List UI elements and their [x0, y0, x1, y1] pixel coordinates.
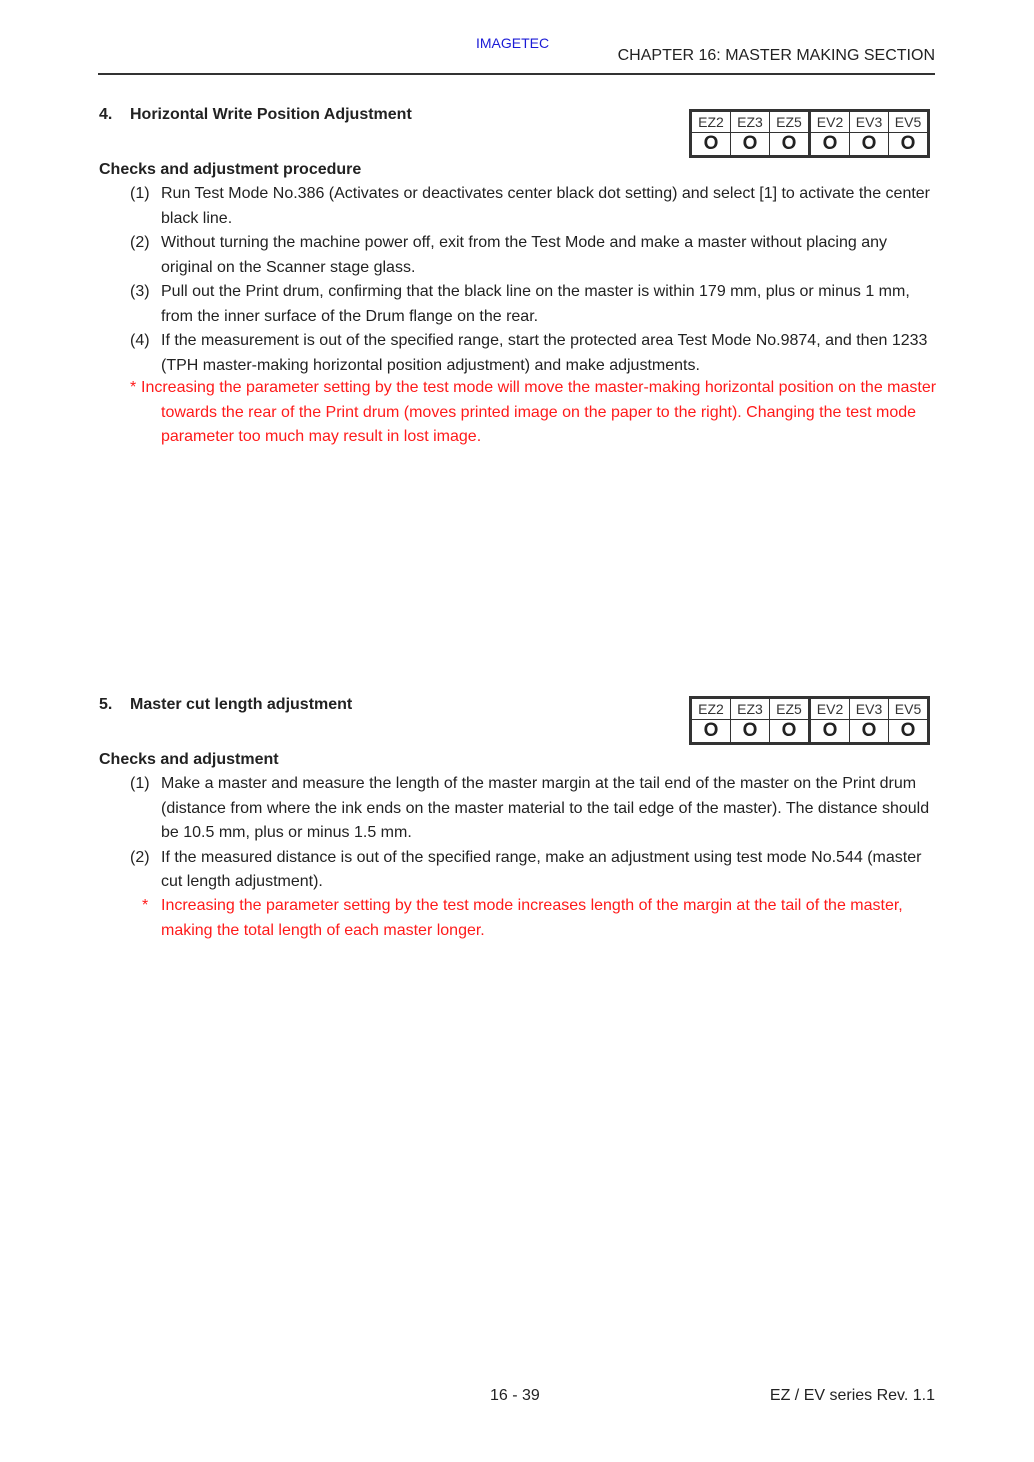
- section-5-steps: [99, 772, 939, 895]
- step-item: [99, 846, 939, 895]
- section-5-title: Master cut length adjustment: [130, 696, 353, 713]
- step-number: (1): [130, 775, 150, 792]
- step-item: [99, 772, 939, 846]
- note-text: Increasing the parameter setting by the test mode will move the master-making horizontal position on the master towards the rear of the Print drum (moves printed image on the paper to the right). Changing the test mode parameter too much may result in lost image.: [141, 379, 937, 445]
- section-4-note: [99, 376, 939, 450]
- section-5-subheading: Checks and adjustment: [99, 751, 279, 768]
- step-text: If the measured distance is out of the specified range, make an adjustment using test mode No.544 (master cut length adjustment).: [161, 848, 922, 890]
- model-header: EZ3: [731, 698, 770, 720]
- step-number: (1): [130, 185, 150, 202]
- section-5-heading: [99, 696, 352, 714]
- section-4-steps: [99, 182, 939, 378]
- step-number: (4): [130, 332, 150, 349]
- compat-mark: O: [810, 720, 850, 744]
- step-number: (2): [130, 234, 150, 251]
- compat-mark: O: [810, 133, 850, 157]
- compat-mark: O: [731, 133, 770, 157]
- revision-label: EZ / EV series Rev. 1.1: [769, 1387, 935, 1404]
- model-header: EV2: [810, 111, 850, 133]
- section-4-title: Horizontal Write Position Adjustment: [130, 106, 412, 123]
- page-number: 16 - 39: [490, 1387, 540, 1404]
- step-number: (3): [130, 283, 150, 300]
- model-header: EV3: [850, 698, 889, 720]
- compat-mark: O: [691, 720, 731, 744]
- model-header: EV2: [810, 698, 850, 720]
- step-text: If the measurement is out of the specified range, start the protected area Test Mode No.9874, and then 1233 (TPH master-making horizontal position adjustment) and make adjustments.: [161, 332, 928, 374]
- compat-mark: O: [850, 720, 889, 744]
- model-header: EV5: [889, 111, 929, 133]
- step-item: [99, 280, 939, 329]
- step-text: Without turning the machine power off, exit from the Test Mode and make a master without placing any original on the Scanner stage glass.: [161, 234, 888, 276]
- compat-mark: O: [691, 133, 731, 157]
- compat-mark: O: [889, 133, 929, 157]
- step-item: [99, 231, 939, 280]
- step-text: Run Test Mode No.386 (Activates or deactivates center black dot setting) and select [1] to activate the center black line.: [161, 185, 931, 227]
- compat-mark: O: [770, 720, 810, 744]
- step-item: [99, 329, 939, 378]
- model-header: EV5: [889, 698, 929, 720]
- note-asterisk: *: [142, 897, 149, 914]
- model-header: EZ2: [691, 698, 731, 720]
- step-item: [99, 182, 939, 231]
- compat-mark: O: [889, 720, 929, 744]
- section-5-note: [99, 894, 939, 943]
- model-header: EV3: [850, 111, 889, 133]
- step-number: (2): [130, 848, 150, 866]
- header-rule: [98, 73, 935, 75]
- section-5-number: 5.: [99, 696, 113, 713]
- compat-mark: O: [850, 133, 889, 157]
- step-text: Make a master and measure the length of the master margin at the tail end of the master on the Print drum (distance from where the ink ends on the master material to the tail edge of the master). The distance should be 10.5 mm, plus or minus 1.5 mm.: [161, 775, 930, 841]
- model-header: EZ3: [731, 111, 770, 133]
- compat-mark: O: [731, 720, 770, 744]
- section-5-compat-table: [689, 696, 930, 745]
- model-header: EZ2: [691, 111, 731, 133]
- model-header: EZ5: [770, 698, 810, 720]
- note-text: Increasing the parameter setting by the test mode increases length of the margin at the tail of the master, making the total length of each master longer.: [161, 897, 903, 939]
- brand-label: IMAGETEC: [476, 35, 550, 51]
- compat-mark: O: [770, 133, 810, 157]
- section-4-heading: [99, 106, 412, 124]
- chapter-title: CHAPTER 16: MASTER MAKING SECTION: [617, 47, 935, 64]
- section-4-number: 4.: [99, 106, 113, 123]
- section-4-compat-table: [689, 109, 930, 158]
- model-header: EZ5: [770, 111, 810, 133]
- section-4-subheading: Checks and adjustment procedure: [99, 161, 362, 178]
- note-asterisk: *: [130, 379, 137, 396]
- step-text: Pull out the Print drum, confirming that the black line on the master is within 179 mm, plus or minus 1 mm, from the inner surface of the Drum flange on the rear.: [161, 283, 910, 325]
